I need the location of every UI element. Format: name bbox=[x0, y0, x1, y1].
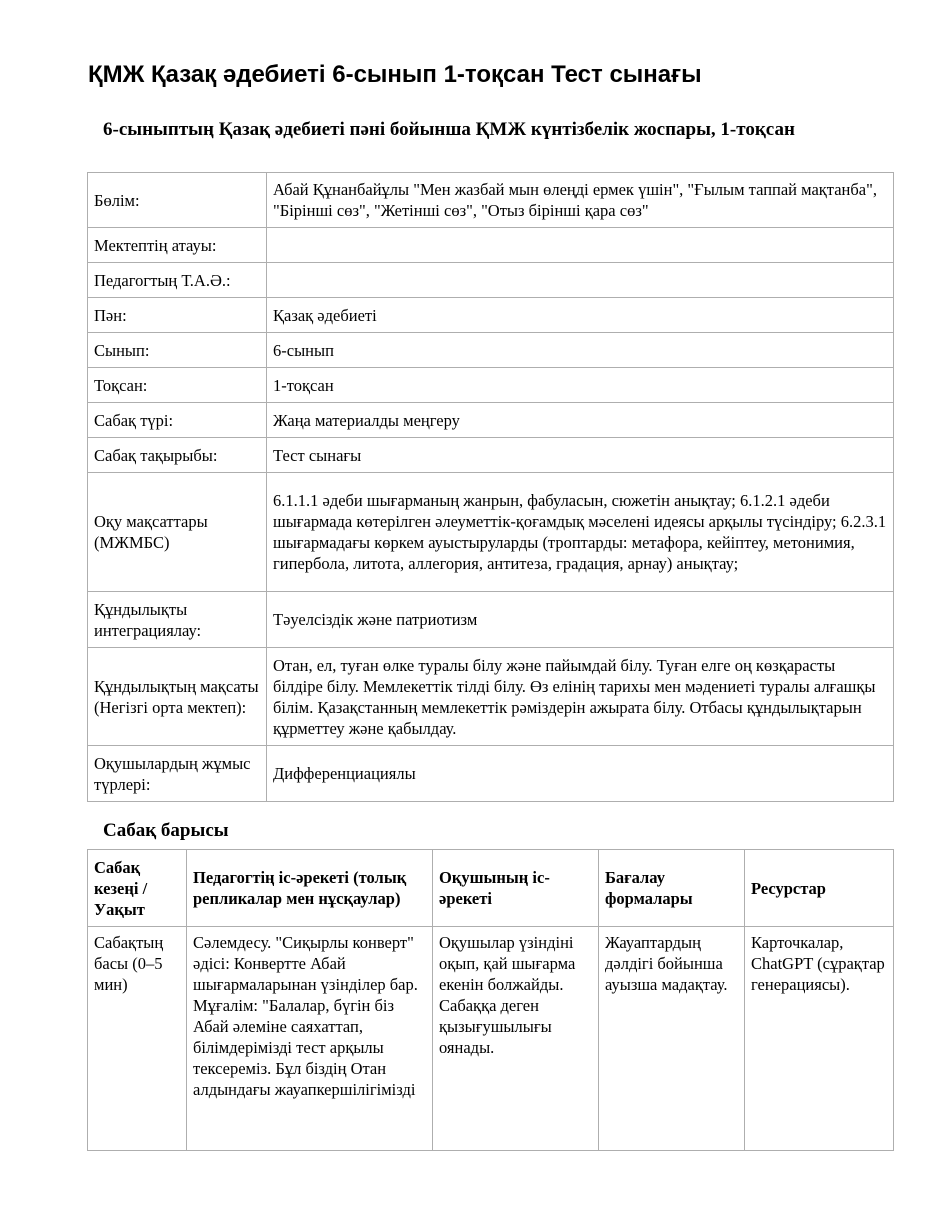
table-cell: Оқушылар үзіндіні оқып, қай шығарма екенін болжайды. Сабаққа деген қызығушылығы оянады. bbox=[433, 927, 599, 1151]
row-value: Тест сынағы bbox=[267, 438, 894, 473]
table-cell: Карточкалар, ChatGPT (сұрақтар генерациясы). bbox=[745, 927, 894, 1151]
row-label: Тоқсан: bbox=[88, 368, 267, 403]
info-table bbox=[87, 172, 894, 802]
table-row bbox=[88, 403, 894, 438]
table-header-row bbox=[88, 850, 894, 927]
table-row bbox=[88, 263, 894, 298]
row-label: Сынып: bbox=[88, 333, 267, 368]
table-cell: Сәлемдесу. "Сиқырлы конверт" әдісі: Конвертте Абай шығармаларынан үзінділер бар. Мұғалім: "Балалар, бүгін біз Абай әлеміне саяхаттап, білімдерімізді тест арқылы тексереміз. Бұл біздің Отан алдындағы жауапкершілігімізді bbox=[187, 927, 433, 1151]
page-title: ҚМЖ Қазақ әдебиеті 6-сынып 1-тоқсан Тест сынағы bbox=[88, 61, 702, 88]
table-cell: Сабақтың басы (0–5 мин) bbox=[88, 927, 187, 1151]
table-row bbox=[88, 746, 894, 802]
table-row bbox=[88, 438, 894, 473]
row-value: Дифференциациялы bbox=[267, 746, 894, 802]
row-label: Мектептің атауы: bbox=[88, 228, 267, 263]
column-header: Оқушының іс-әрекеті bbox=[433, 850, 599, 927]
row-label: Оқу мақсаттары (МЖМБС) bbox=[88, 473, 267, 592]
column-header: Бағалау формалары bbox=[599, 850, 745, 927]
table-row bbox=[88, 173, 894, 228]
table-row bbox=[88, 228, 894, 263]
table-row bbox=[88, 298, 894, 333]
row-value: Қазақ әдебиеті bbox=[267, 298, 894, 333]
column-header: Педагогтің іс-әрекеті (толық репликалар мен нұсқаулар) bbox=[187, 850, 433, 927]
row-label: Сабақ түрі: bbox=[88, 403, 267, 438]
row-value: 6-сынып bbox=[267, 333, 894, 368]
table-cell: Жауаптардың дәлдігі бойынша ауызша мадақтау. bbox=[599, 927, 745, 1151]
row-value: Абай Құнанбайұлы "Мен жазбай мын өлеңді ермек үшін", "Ғылым таппай мақтанба", "Бірінші сөз", "Жетінші сөз", "Отыз бірінші қара сөз" bbox=[267, 173, 894, 228]
table-row bbox=[88, 927, 894, 1151]
plan-heading: 6-сыныптың Қазақ әдебиеті пәні бойынша ҚМЖ күнтізбелік жоспары, 1-тоқсан bbox=[103, 119, 795, 140]
row-label: Пән: bbox=[88, 298, 267, 333]
table-row bbox=[88, 648, 894, 746]
row-label: Құндылықтың мақсаты (Негізгі орта мектеп): bbox=[88, 648, 267, 746]
table-row bbox=[88, 333, 894, 368]
column-header: Сабақ кезеңі / Уақыт bbox=[88, 850, 187, 927]
row-label: Бөлім: bbox=[88, 173, 267, 228]
row-label: Сабақ тақырыбы: bbox=[88, 438, 267, 473]
row-value: Тәуелсіздік және патриотизм bbox=[267, 592, 894, 648]
row-value bbox=[267, 228, 894, 263]
table-row bbox=[88, 473, 894, 592]
table-row bbox=[88, 592, 894, 648]
row-value bbox=[267, 263, 894, 298]
lesson-heading: Сабақ барысы bbox=[103, 820, 229, 841]
table-row bbox=[88, 368, 894, 403]
row-value: Жаңа материалды меңгеру bbox=[267, 403, 894, 438]
row-label: Оқушылардың жұмыс түрлері: bbox=[88, 746, 267, 802]
column-header: Ресурстар bbox=[745, 850, 894, 927]
row-value: 1-тоқсан bbox=[267, 368, 894, 403]
row-value: 6.1.1.1 әдеби шығарманың жанрын, фабуласын, сюжетін анықтау; 6.1.2.1 әдеби шығармада көтерілген әлеуметтік-қоғамдық мәселені идеясы арқылы түсіндіру; 6.2.3.1 шығармадағы көркем ауыстыруларды (троптарды: метафора, кейіптеу, метонимия, гипербола, литота, аллегория, антитеза, градация, арнау) анықтау; bbox=[267, 473, 894, 592]
row-value: Отан, ел, туған өлке туралы білу және пайымдай білу. Туған елге оң көзқарасты білдіре білу. Мемлекеттік тілді білу. Өз елінің тарихы мен мәдениеті туралы алғашқы білім. Қазақстанның мемлекеттік рәміздерін ажырата білу. Отбасы құндылықтарын құрметтеу және қабылдау. bbox=[267, 648, 894, 746]
lesson-table bbox=[87, 849, 894, 1151]
row-label: Педагогтың Т.А.Ә.: bbox=[88, 263, 267, 298]
row-label: Құндылықты интеграциялау: bbox=[88, 592, 267, 648]
